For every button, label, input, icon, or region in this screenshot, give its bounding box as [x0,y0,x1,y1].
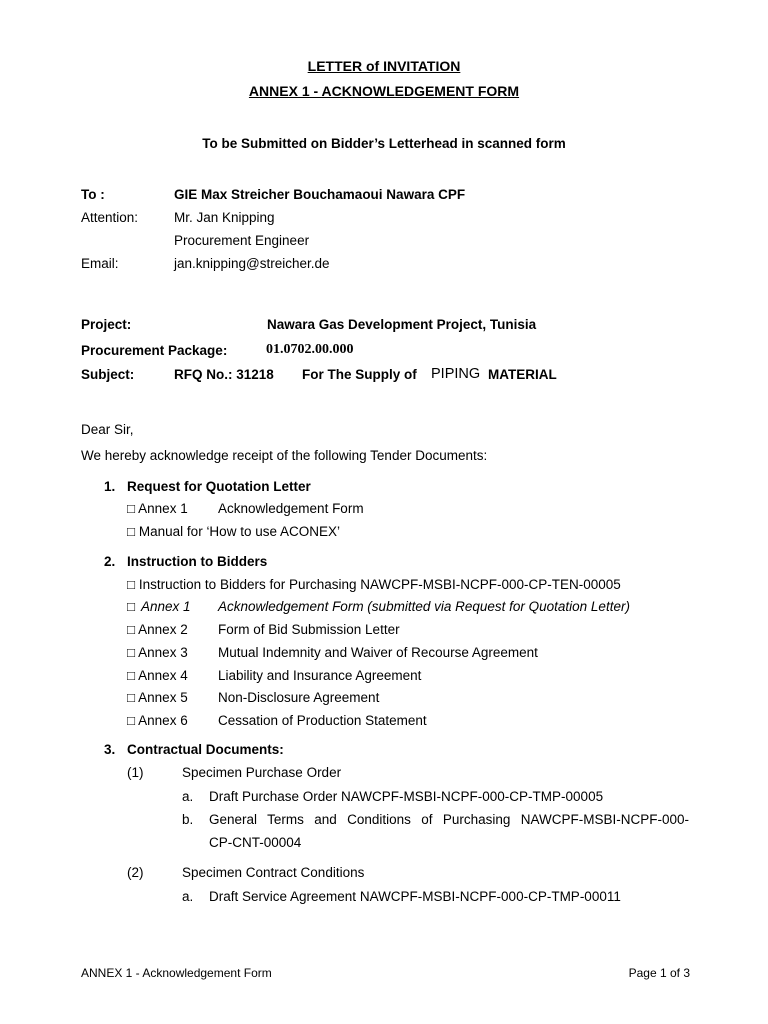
package-label: Procurement Package: [81,343,228,358]
list-item-desc: Cessation of Production Statement [218,713,427,728]
salutation: Dear Sir, [81,422,134,437]
section-1-number: 1. [104,479,116,494]
subsection-1-number: (1) [127,765,144,780]
intro-text: We hereby acknowledge receipt of the following Tender Documents: [81,448,488,463]
rfq-number: RFQ No.: 31218 [174,367,274,382]
checkbox-glyph: □ [127,599,136,614]
list-item-annex: □ Annex 6 [127,713,188,728]
section-3-number: 3. [104,742,116,757]
subject-label: Subject: [81,367,135,382]
section-1-title: Request for Quotation Letter [127,479,311,494]
list-item: □ Manual for ‘How to use ACONEX’ [127,524,340,539]
list-item-annex: □ Annex 3 [127,645,188,660]
list-item-annex: Annex 1 [141,599,191,614]
package-value: 01.0702.00.000 [266,342,354,357]
item-a-text: Draft Purchase Order NAWCPF-MSBI-NCPF-000-CP-TMP-00005 [209,789,604,804]
footer-left: ANNEX 1 - Acknowledgement Form [81,966,272,980]
list-item: □ Instruction to Bidders for Purchasing NAWCPF-MSBI-NCPF-000-CP-TEN-00005 [127,577,621,592]
list-item-annex: □ Annex 5 [127,690,188,705]
item-b-text-line1: General Terms and Conditions of Purchasing NAWCPF-MSBI-NCPF-000- [209,812,689,827]
section-2-number: 2. [104,554,116,569]
footer-page-number: Page 1 of 3 [628,966,690,980]
subsection-2-title: Specimen Contract Conditions [182,865,365,880]
annex-title: ANNEX 1 - ACKNOWLEDGEMENT FORM [248,83,520,99]
email-value: jan.knipping@streicher.de [174,256,330,271]
list-item-annex: □ Annex 1 [127,501,188,516]
list-item-desc: Liability and Insurance Agreement [218,668,422,683]
project-value: Nawara Gas Development Project, Tunisia [267,317,537,332]
list-item-desc: Acknowledgement Form (submitted via Request for Quotation Letter) [218,599,630,614]
list-item-annex: □ Annex 2 [127,622,188,637]
item-a-label: a. [182,889,194,904]
supply-material: MATERIAL [488,367,557,382]
list-item-desc: Mutual Indemnity and Waiver of Recourse Agreement [218,645,538,660]
to-label: To : [81,187,105,202]
item-a-text: Draft Service Agreement NAWCPF-MSBI-NCPF-000-CP-TMP-00011 [209,889,621,904]
list-item-annex: □ Annex 4 [127,668,188,683]
subsection-1-title: Specimen Purchase Order [182,765,342,780]
letter-title: LETTER of INVITATION [307,58,461,74]
project-label: Project: [81,317,132,332]
item-b-text-line2: CP-CNT-00004 [209,835,302,850]
subsection-2-number: (2) [127,865,144,880]
to-value: GIE Max Streicher Bouchamaoui Nawara CPF [174,187,466,202]
supply-prefix: For The Supply of [302,367,417,382]
list-item-desc: Form of Bid Submission Letter [218,622,400,637]
list-item-desc: Acknowledgement Form [218,501,364,516]
attention-role: Procurement Engineer [174,233,310,248]
submission-instruction: To be Submitted on Bidder’s Letterhead in scanned form [202,136,566,151]
item-a-label: a. [182,789,194,804]
email-label: Email: [81,256,119,271]
supply-piping: PIPING [431,366,481,382]
section-2-title: Instruction to Bidders [127,554,268,569]
attention-label: Attention: [81,210,139,225]
list-item-desc: Non-Disclosure Agreement [218,690,380,705]
section-3-title: Contractual Documents: [127,742,284,757]
attention-name: Mr. Jan Knipping [174,210,275,225]
item-b-label: b. [182,812,194,827]
